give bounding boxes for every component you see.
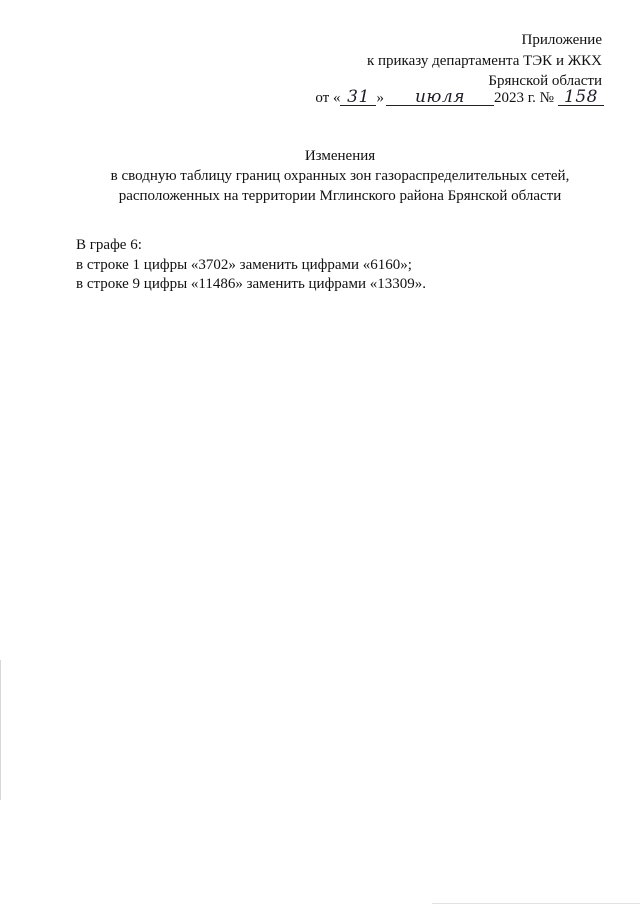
handwritten-order-number: 158 xyxy=(558,89,604,106)
appendix-title: Приложение xyxy=(521,32,602,48)
date-year-number-label: 2023 г. № xyxy=(493,90,554,106)
handwritten-day: 31 xyxy=(340,89,376,106)
appendix-order-ref: к приказу департамента ТЭК и ЖКХ xyxy=(366,52,602,69)
date-prefix: от « xyxy=(315,90,341,106)
scan-edge-mark xyxy=(0,660,1,800)
title-territory-line: расположенных на территории Мглинского района Брянской области xyxy=(118,188,562,204)
title-subject-line: в сводную таблицу границ охранных зон газораспределительных сетей, xyxy=(110,168,570,184)
handwritten-month: июля xyxy=(386,89,494,106)
body-change-row-1: в строке 1 цифры «3702» заменить цифрами «6160»; xyxy=(76,256,412,273)
appendix-region: Брянской области xyxy=(488,73,602,89)
body-column-ref: В графе 6: xyxy=(76,237,142,253)
document-body xyxy=(76,236,426,295)
order-date-line xyxy=(315,88,604,108)
title-heading: Изменения xyxy=(304,148,376,164)
appendix-header xyxy=(367,30,602,92)
body-change-row-9: в строке 9 цифры «11486» заменить цифрами «13309». xyxy=(76,276,426,292)
date-day-close: » xyxy=(376,90,384,106)
document-title xyxy=(0,146,640,206)
